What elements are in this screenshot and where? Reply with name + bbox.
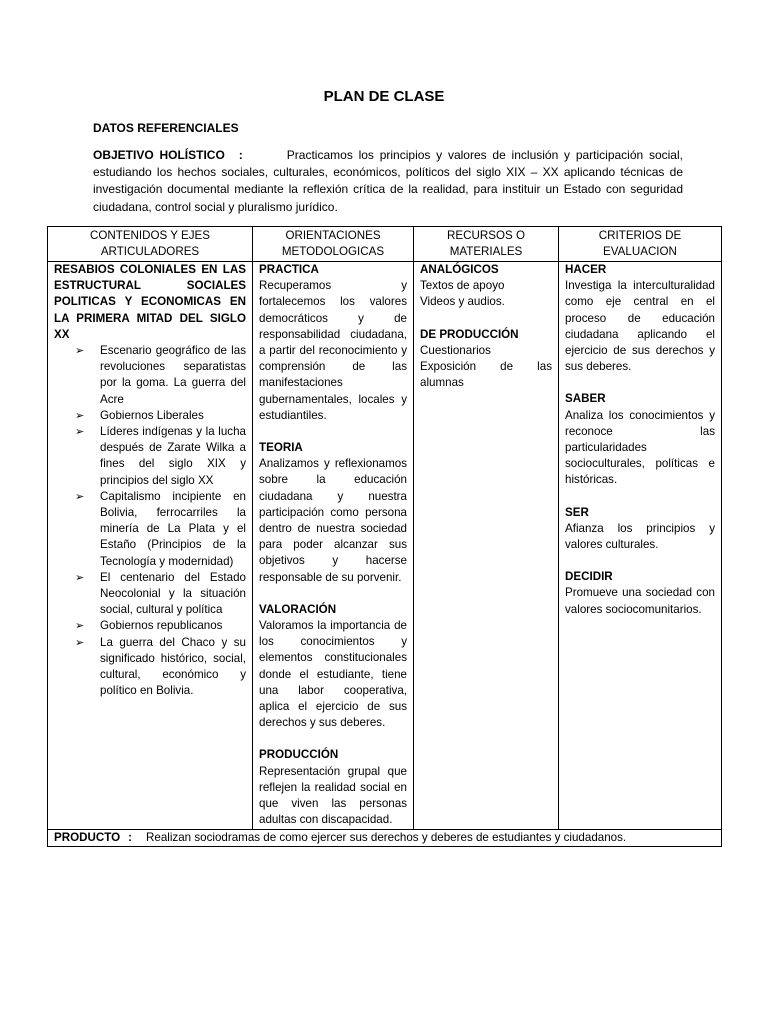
practica-title: PRACTICA [259, 263, 319, 276]
hacer-title: HACER [565, 263, 607, 276]
cell-recursos [414, 262, 559, 830]
teoria-title: TEORIA [259, 441, 303, 455]
arrow-bullet-icon: ➢ [75, 571, 85, 584]
header-criterios: CRITERIOS DE EVALUACION [559, 227, 722, 262]
hacer-text: Investiga la interculturalidad como eje central en el proceso de educación ciudadana aplicando el ejercicio de sus derechos y sus deberes. [565, 279, 715, 374]
objetivo-text: Practicamos los principios y valores de inclusión y participación social, estudiando los hechos sociales, culturales, económicos, políticos del siglo XIX – XX aplicando técnicas de investigación documental mediante la reflexión crítica de la realidad, para instituir un Estado con seguridad ciudadana, control social y pluralismo jurídico. [93, 148, 683, 214]
header-recursos: RECURSOS O MATERIALES [414, 227, 559, 262]
valoracion-text: Valoramos la importancia de los conocimientos y elementos constitucionales donde el estudiante, tiene una labor cooperativa, aplica el ejercicio de sus derechos y sus deberes. [259, 619, 407, 730]
contenidos-heading: RESABIOS COLONIALES EN LAS ESTRUCTURAL SOCIALES POLITICAS Y ECONOMICAS EN LA PRIMERA MITAD DEL SIGLO XX [54, 263, 246, 341]
practica-text: Recuperamos y fortalecemos los valores democráticos y de responsabilidad ciudadana, a partir del reconocimiento y comprensión de las manifestaciones gubernamentales, locales y estudiantiles. [259, 279, 407, 422]
cell-contenidos [48, 262, 253, 830]
producto-label: PRODUCTO [54, 830, 121, 844]
saber-text: Analiza los conocimientos y reconoce las particularidades socioculturales, políticas e históricas. [565, 408, 715, 487]
decidir-title: DECIDIR [565, 570, 613, 584]
arrow-bullet-icon: ➢ [75, 409, 85, 422]
list-item: Cuestionarios [420, 343, 491, 357]
list-item: ➢ La guerra del Chaco y su significado histórico, social, cultural, económico y político en Bolivia. [75, 635, 246, 698]
table-header-row [48, 227, 722, 262]
list-item: ➢ Gobiernos Liberales [75, 408, 246, 424]
cell-producto [48, 829, 722, 846]
arrow-bullet-icon: ➢ [75, 426, 85, 439]
arrow-bullet-icon: ➢ [75, 490, 85, 503]
producto-text: Realizan sociodramas de como ejercer sus derechos y deberes de estudiantes y ciudadanos. [146, 830, 627, 844]
producto-colon: : [128, 830, 133, 844]
contenidos-list [54, 343, 246, 699]
objetivo-label: OBJETIVO HOLÍSTICO [93, 148, 225, 162]
page-title: PLAN DE CLASE [323, 88, 445, 105]
header-contenidos: CONTENIDOS Y EJES ARTICULADORES [48, 227, 253, 262]
arrow-bullet-icon: ➢ [75, 620, 85, 633]
list-item: ➢ Escenario geográfico de las revoluciones separatistas por la goma. La guerra del Acre [75, 344, 246, 406]
arrow-bullet-icon: ➢ [75, 345, 85, 358]
producto-row [48, 829, 722, 846]
list-item: Exposición de las alumnas [420, 360, 552, 390]
de-produccion-title: DE PRODUCCIÓN [420, 327, 519, 341]
decidir-text: Promueve una sociedad con valores sociocomunitarios. [565, 586, 715, 616]
list-item: ➢ El centenario del Estado Neocolonial y la situación social, cultural y política [75, 570, 246, 617]
ser-text: Afianza los principios y valores culturales. [565, 521, 715, 552]
list-item: ➢ Gobiernos republicanos [75, 618, 246, 634]
cell-orientaciones [253, 262, 414, 830]
list-item: Textos de apoyo [420, 279, 505, 293]
plan-table [47, 226, 722, 847]
saber-title: SABER [565, 392, 606, 406]
datos-referenciales-heading: DATOS REFERENCIALES [93, 121, 239, 135]
objetivo-colon: : [238, 148, 243, 162]
list-item: Videos y audios. [420, 295, 505, 309]
valoracion-title: VALORACIÓN [259, 602, 337, 616]
cell-criterios [559, 262, 722, 830]
objetivo-holistico [93, 147, 683, 216]
produccion-text: Representación grupal que reflejen la realidad social en que viven las personas adultas con discapacidad. [259, 764, 407, 827]
teoria-text: Analizamos y reflexionamos sobre la educación ciudadana y nuestra participación como persona dentro de nuestra sociedad para poder alcanzar sus objetivos y hacerse responsable de su porvenir. [259, 457, 407, 584]
arrow-bullet-icon: ➢ [75, 636, 85, 649]
header-orientaciones: ORIENTACIONES METODOLOGICAS [253, 227, 414, 262]
ser-title: SER [565, 505, 589, 519]
table-body-row [48, 262, 722, 830]
analogicos-title: ANALÓGICOS [420, 263, 499, 276]
list-item: ➢ Líderes indígenas y la lucha después de Zarate Wilka a fines del siglo XIX y principios del siglo XX [75, 425, 246, 487]
produccion-title: PRODUCCIÓN [259, 748, 339, 762]
list-item: ➢ Capitalismo incipiente en Bolivia, ferrocarriles la minería de La Plata y el Estaño (Principios de la Tecnología y modernidad) [75, 489, 246, 568]
